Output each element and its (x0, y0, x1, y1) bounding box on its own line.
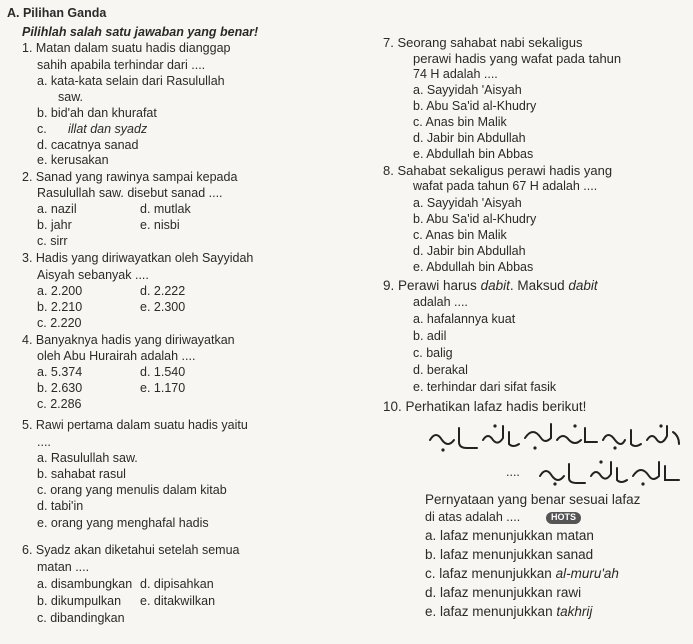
q8-opt-a: a. Sayyidah 'Aisyah (413, 196, 522, 210)
q6-opt-d: d. dipisahkan (140, 577, 214, 591)
q5-stem-1: 5. Rawi pertama dalam suatu hadis yaitu (22, 418, 248, 432)
q4-opt-e: e. 1.170 (140, 381, 186, 395)
q7-opt-d: d. Jabir bin Abdullah (413, 131, 526, 145)
q4-opt-c: c. 2.286 (37, 397, 82, 411)
q6-stem-1 (22, 544, 240, 557)
q10-opt-a: a. lafaz menunjukkan matan (425, 528, 594, 543)
q4-stem-2: oleh Abu Hurairah adalah .... (37, 349, 196, 363)
q10-opt-e (425, 605, 592, 619)
q9-opt-a: a. hafalannya kuat (413, 312, 516, 326)
q3-opt-e: e. 2.300 (140, 300, 186, 314)
q1-opt-a-cont: saw. (58, 90, 84, 104)
q10-opt-e-text: e. lafaz menunjukkan (425, 604, 557, 619)
q9-opt-d: d. berakal (413, 363, 468, 377)
q5-opt-a: a. Rasulullah saw. (37, 451, 138, 465)
q6-opt-e: e. ditakwilkan (140, 594, 216, 608)
q3-opt-c: c. 2.220 (37, 316, 82, 330)
q8-opt-c: c. Anas bin Malik (413, 228, 507, 242)
q7-opt-c: c. Anas bin Malik (413, 115, 507, 129)
q3-opt-b: b. 2.210 (37, 300, 83, 314)
q10-ellipsis: .... (506, 465, 520, 479)
q10-opt-e-term: takhrij (556, 604, 593, 619)
q8-opt-d: d. Jabir bin Abdullah (413, 244, 526, 258)
q10-question-1: Pernyataan yang benar sesuai lafaz (425, 492, 641, 507)
q10-opt-c-term: al-muru'ah (555, 566, 619, 581)
q7-stem-1: 7. Seorang sahabat nabi sekaligus (383, 35, 583, 50)
q9-opt-e: e. terhindar dari sifat fasik (413, 380, 557, 394)
q3-opt-d: d. 2.222 (140, 284, 186, 298)
q3-opt-a: a. 2.200 (37, 284, 83, 298)
q1-opt-c: illat dan syadz (68, 122, 148, 136)
q9-stem-a: 9. Perawi harus (383, 278, 477, 293)
q10-question-2: di atas adalah .... (425, 510, 521, 524)
q9-opt-c: c. balig (413, 346, 453, 360)
q1-stem-2: sahih apabila terhindar dari .... (37, 58, 206, 72)
q8-stem-1: 8. Sahabat sekaligus perawi hadis yang (383, 163, 613, 178)
q2-opt-d: d. mutlak (140, 202, 191, 216)
q10-opt-b: b. lafaz menunjukkan sanad (425, 547, 594, 562)
q10-stem-1: 10. Perhatikan lafaz hadis berikut! (383, 399, 587, 414)
q6-opt-a: a. disambungkan (37, 577, 133, 591)
q3-stem-2: Aisyah sebanyak .... (37, 268, 149, 282)
q2-opt-e: e. nisbi (140, 218, 180, 232)
q9-opt-b: b. adil (413, 329, 447, 343)
q2-opt-b: b. jahr (37, 218, 72, 232)
q4-opt-d: d. 1.540 (140, 365, 186, 379)
q2-stem-2: Rasulullah saw. disebut sanad .... (37, 186, 223, 200)
q2-opt-a: a. nazil (37, 202, 77, 216)
q4-opt-a: a. 5.374 (37, 365, 83, 379)
q1-opt-a: a. kata-kata selain dari Rasulullah (37, 74, 225, 88)
q10-opt-d: d. lafaz menunjukkan rawi (425, 585, 582, 600)
arabic-hadith-line-1 (425, 418, 685, 456)
instruction: Pilihlah salah satu jawaban yang benar! (22, 25, 259, 39)
section-title: A. Pilihan Ganda (7, 6, 107, 20)
q6-stem-text: 6. Syadz akan diketahui setelah semua (22, 543, 240, 557)
q4-stem-1: 4. Banyaknya hadis yang diriwayatkan (22, 333, 235, 347)
q9-stem-b: . Maksud (509, 278, 565, 293)
q7-opt-e: e. Abdullah bin Abbas (413, 147, 534, 161)
q9-term-2: dabit (568, 278, 598, 293)
hots-badge: HOTS (546, 512, 581, 524)
q7-stem-2: perawi hadis yang wafat pada tahun (413, 51, 622, 66)
q10-opt-c (425, 567, 619, 581)
q7-opt-a: a. Sayyidah 'Aisyah (413, 83, 522, 97)
q1-opt-b: b. bid'ah dan khurafat (37, 106, 157, 120)
q2-opt-c: c. sirr (37, 234, 68, 248)
q10-opt-c-text: c. lafaz menunjukkan (425, 566, 556, 581)
q6-opt-c: c. dibandingkan (37, 611, 125, 625)
q1-stem-1: 1. Matan dalam suatu hadis dianggap (22, 41, 231, 55)
q6-stem-2: matan .... (37, 560, 90, 574)
q6-opt-b: b. dikumpulkan (37, 594, 122, 608)
q5-opt-e: e. orang yang menghafal hadis (37, 516, 209, 530)
q8-opt-e: e. Abdullah bin Abbas (413, 260, 534, 274)
q5-opt-b: b. sahabat rasul (37, 467, 126, 481)
q2-stem-1: 2. Sanad yang rawinya sampai kepada (22, 170, 238, 184)
q9-term-1: dabit (480, 278, 510, 293)
q5-stem-2: .... (37, 435, 51, 449)
q4-opt-b: b. 2.630 (37, 381, 83, 395)
arabic-hadith-line-2 (535, 456, 685, 488)
q9-stem-1 (383, 279, 598, 293)
q9-stem-2: adalah .... (413, 295, 468, 309)
q7-opt-b: b. Abu Sa'id al-Khudry (413, 99, 537, 113)
q7-stem-3: 74 H adalah .... (413, 67, 498, 81)
q3-stem-1: 3. Hadis yang diriwayatkan oleh Sayyidah (22, 251, 254, 265)
q5-opt-c: c. orang yang menulis dalam kitab (37, 483, 227, 497)
q8-opt-b: b. Abu Sa'id al-Khudry (413, 212, 537, 226)
q5-opt-d: d. tabi'in (37, 499, 84, 513)
q1-opt-e: e. kerusakan (37, 153, 109, 167)
q8-stem-2: wafat pada tahun 67 H adalah .... (413, 179, 598, 193)
q1-opt-d: d. cacatnya sanad (37, 138, 139, 152)
q1-opt-c-letter: c. (37, 122, 47, 136)
